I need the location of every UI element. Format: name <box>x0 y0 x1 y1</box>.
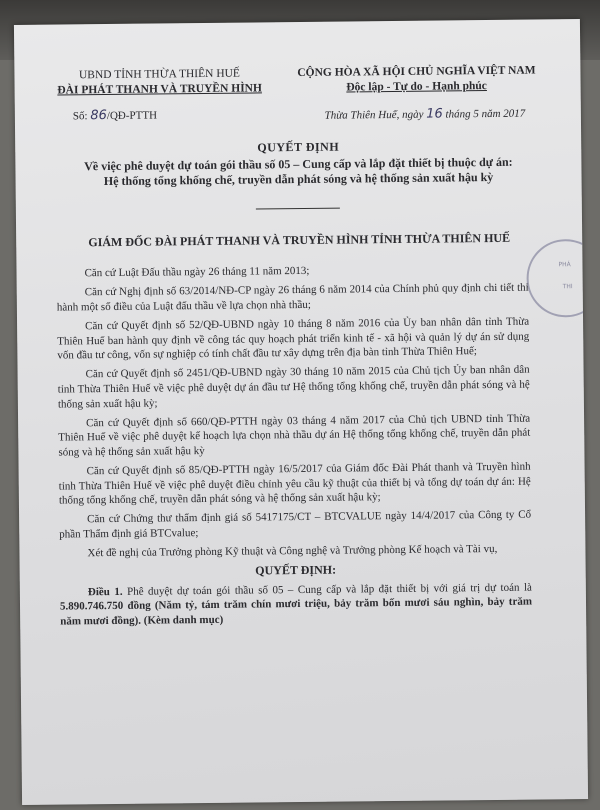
agency-line-2: ĐÀI PHÁT THANH VÀ TRUYỀN HÌNH <box>57 82 262 97</box>
issuing-agency <box>34 66 284 99</box>
document-body <box>56 262 532 634</box>
basis-paragraph: Căn cứ Luật Đấu thầu ngày 26 tháng 11 năm 2013; <box>84 264 310 280</box>
basis-paragraph: Căn cứ Chứng thư thẩm định giá số 5417175/CT – BTCVALUE ngày 14/4/2017 của Công ty Cổ phần Thẩm định giá BTCvalue; <box>59 509 532 541</box>
basis-paragraph: Căn cứ Quyết định số 660/QĐ-PTTH ngày 03 tháng 4 năm 2017 của Chủ tịch UBND tỉnh Thừa Thiên Huế về việc phê duyệt kế hoạch lựa chọn nhà thầu dự án Hệ thống tổng khống chế, truyền dẫn phát sóng và hệ thống sản xuất hậu kỳ <box>58 412 531 459</box>
stamp-text-2: THI <box>562 283 573 291</box>
agency-line-1: UBND TỈNH THỪA THIÊN HUẾ <box>78 67 241 82</box>
article-1-lead: Điều 1. <box>87 585 123 598</box>
basis-paragraph: Căn cứ Quyết định số 52/QĐ-UBND ngày 10 tháng 8 năm 2016 của Ủy ban nhân dân tỉnh Thừa Thiên Huế ban hành quy định về công tác quy hoạch phát triển kinh tế - xã hội và quản lý dự án sử dụng vốn đầu tư công, vốn sự nghiệp có tính chất đầu tư xây dựng trên địa bàn tỉnh Thừa Thiên Huế; <box>57 315 530 362</box>
basis-paragraph: Căn cứ Nghị định số 63/2014/NĐ-CP ngày 26 tháng 6 năm 2014 của Chính phủ quy định chi tiết thi hành một số điều của Luật đấu thầu về lựa chọn nhà thầu; <box>56 281 529 314</box>
document-number <box>73 107 157 123</box>
document-type: QUYẾT ĐỊNH <box>257 139 340 155</box>
basis-paragraph: Căn cứ Quyết định số 85/QĐ-PTTH ngày 16/5/2017 của Giám đốc Đài Phát thanh và Truyền hình tỉnh Thừa Thiên Huế về việc phê duyệt điều chỉnh yêu cầu kỹ thuật của thiết bị và tổng dự toán dự án: Hệ thống tổng khống chế, truyền dẫn phát sóng và hệ thống sản xuất hậu kỳ; <box>58 460 531 507</box>
article-1-text-before: Phê duyệt dự toán gói thầu số 05 – Cung cấp và lắp đặt thiết bị với giá trị dự toán là <box>126 581 532 598</box>
decision-heading: QUYẾT ĐỊNH: <box>255 563 337 578</box>
document-page <box>14 19 588 805</box>
article-1 <box>60 580 532 629</box>
official-seal-stamp <box>526 239 588 318</box>
document-subject: Về việc phê duyệt dự toán gói thầu số 05 – Cung cấp và lắp đặt thiết bị thuộc dự án: Hệ thống tổng khống chế, truyền dẫn phát sóng và hệ thống sản xuất hậu kỳ <box>84 154 513 189</box>
doc-number-handwritten: 86 <box>90 108 107 124</box>
place-and-date <box>285 105 565 123</box>
place-date-day: 16 <box>426 106 443 122</box>
place-date-after: tháng 5 năm 2017 <box>445 107 526 121</box>
nation-line-1: CỘNG HÒA XÃ HỘI CHỦ NGHĨA VIỆT NAM <box>297 64 536 80</box>
national-motto <box>266 63 566 96</box>
place-date-before: Thừa Thiên Huế, ngày <box>324 108 424 122</box>
basis-paragraph: Căn cứ Quyết định số 2451/QĐ-UBND ngày 30 tháng 10 năm 2015 của Chủ tịch Ủy ban nhân dân tỉnh Thừa Thiên Huế về việc phê duyệt dự án đầu tư Hệ thống tổng khống chế, truyền dẫn phát sóng và hệ thống sản xuất hậu kỳ; <box>57 363 530 411</box>
subject-divider <box>256 208 340 210</box>
article-1-text-after: (Năm tỷ, tám trăm chín mươi triệu, bảy trăm bốn mươi sáu nghìn, bảy trăm năm mươi đồng). (Kèm danh mục) <box>60 595 533 628</box>
article-1-amount: 5.890.746.750 đồng <box>59 599 151 613</box>
issuer-title: GIÁM ĐỐC ĐÀI PHÁT THANH VÀ TRUYỀN HÌNH TỈNH THỪA THIÊN HUẾ <box>88 230 511 250</box>
basis-paragraph: Xét đề nghị của Trưởng phòng Kỹ thuật và Công nghệ và Trưởng phòng Kế hoạch và Tài vụ, <box>87 543 498 560</box>
nation-line-2: Độc lập - Tự do - Hạnh phúc <box>346 80 487 94</box>
doc-number-suffix: /QĐ-PTTH <box>106 109 158 123</box>
stamp-text-1: PHÁ <box>558 261 571 269</box>
doc-number-prefix: Số: <box>72 110 88 123</box>
